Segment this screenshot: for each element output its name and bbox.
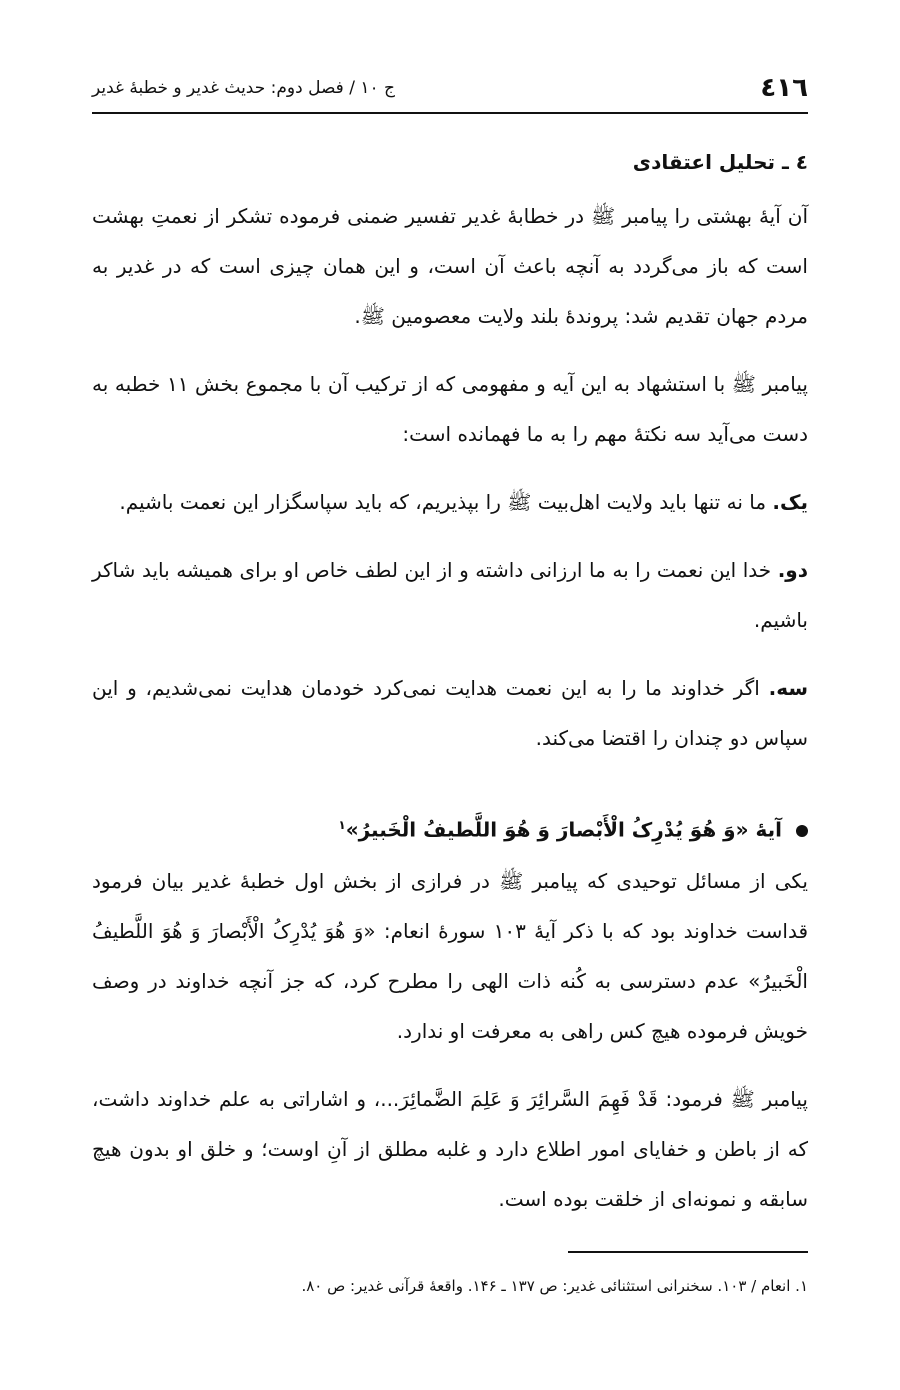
ayah-heading [92,803,808,852]
point-one-label: یک. [772,490,808,514]
section-heading: ٤ ـ تحلیل اعتقادی [632,150,808,174]
point-two-text: خدا این نعمت را به ما ارزانی داشته و از این لطف خاص او برای همیشه باید شاکر باشیم. [92,558,808,632]
paragraph-1: آن آیهٔ بهشتی را پیامبر ﷺ در خطابهٔ غدیر تفسیر ضمنی فرموده تشکر از نعمتِ بهشت است که باز می‌گردد به آنچه باعث آن است، و این همان چیزی است که در غدیر به مردم جهان تقدیم شد: پروندهٔ بلند ولایت معصومین ﷺ. [92,204,808,328]
paragraph-2: پیامبر ﷺ با استشهاد به این آیه و مفهومی که از ترکیب آن با مجموع بخش ۱۱ خطبه به دست می‌آید سه نکتهٔ مهم را به ما فهمانده است: [92,372,808,446]
bullet-icon [796,825,808,837]
footnote-divider [568,1251,808,1253]
point-three-text: اگر خداوند ما را به این نعمت هدایت نمی‌کرد خودمان هدایت نمی‌شدیم، و این سپاس دو چندان را اقتضا می‌کند. [92,676,808,750]
page-header [92,64,808,114]
point-three [92,663,808,763]
ayah-heading-text: آیهٔ «وَ هُوَ یُدْرِکُ الْأَبْصارَ وَ هُوَ اللَّطیفُ الْخَبیرُ» [345,817,782,842]
point-two [92,545,808,645]
footnote-marker: ۱ [338,818,346,832]
point-one-text: ما نه تنها باید ولایت اهل‌بیت ﷺ را بپذیریم، که باید سپاسگزار این نعمت باشیم. [119,490,773,514]
ayah-paragraph-2: پیامبر ﷺ فرمود: قَدْ فَهِمَ السَّرائِرَ وَ عَلِمَ الضَّمائِرَ...، و اشاراتی به علم خداوند داشت، که از باطن و خفایای امور اطلاع دارد و غلبه مطلق از آنِ اوست؛ و خلق او بدون هیچ سابقه و نمونه‌ای از خلقت بوده است. [92,1086,808,1211]
running-head: ج ۱۰ / فصل دوم: حدیث غدیر و خطبهٔ غدیر [92,78,396,98]
page-number: ٤١٦ [760,73,808,103]
point-three-label: سه. [768,676,808,700]
point-one [92,477,808,527]
point-two-label: دو. [777,558,808,582]
footnote: ۱. انعام / ۱۰۳. سخنرانی استثنائی غدیر: ص ۱۳۷ ـ ۱۴۶. واقعهٔ قرآنی غدیر: ص ۸۰. [301,1277,808,1295]
ayah-paragraph-1: یکی از مسائل توحیدی که پیامبر ﷺ در فرازی از بخش اول خطبهٔ غدیر بیان فرمود قداست خداوند بود که با ذکر آیهٔ ۱۰۳ سورهٔ انعام: «وَ هُوَ یُدْرِکُ الْأَبْصارَ وَ هُوَ اللَّطیفُ الْخَبیرُ» عدم دسترسی به کُنه ذات الهی را مطرح کرد، که جز آنچه خداوند در وصف خویش فرموده هیچ کس راهی به معرفت او ندارد. [92,868,809,1043]
body-text [92,145,808,1242]
